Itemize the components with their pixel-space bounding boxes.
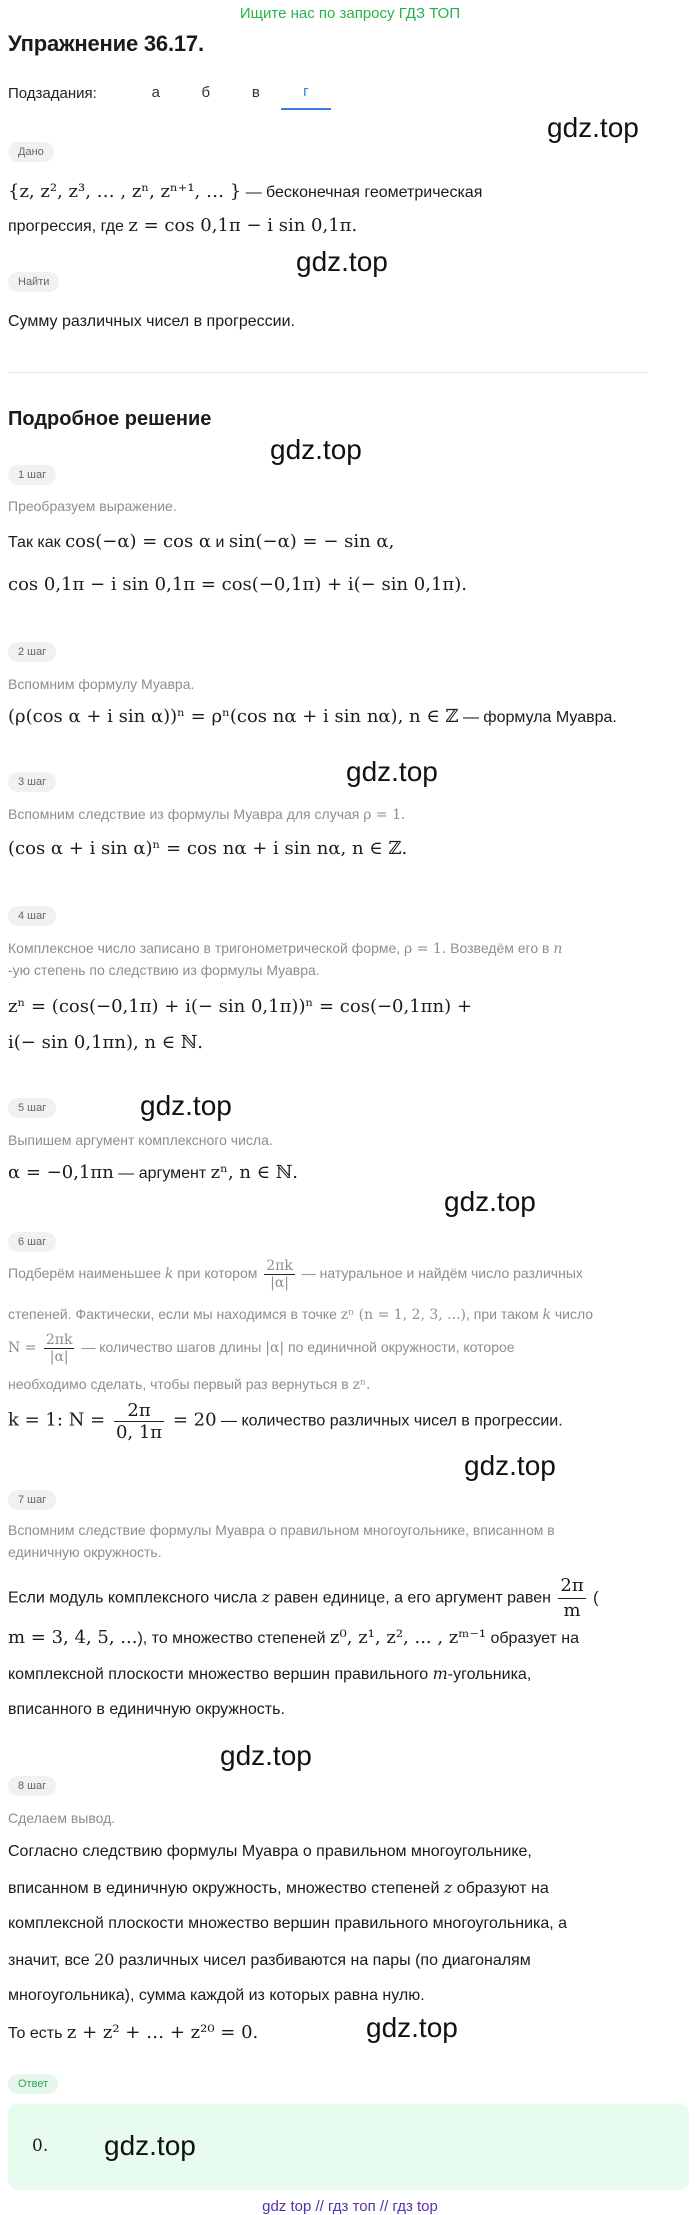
answer-value: 0. — [32, 2136, 49, 2156]
answer-pill: Ответ — [8, 2074, 58, 2094]
tab-a[interactable]: а — [151, 83, 160, 101]
step-7-t2-math: m = 3, 4, 5, ... — [8, 1627, 138, 1648]
step-7-t1-z: z — [261, 1587, 270, 1607]
step-6-result — [8, 1400, 692, 1443]
step-6-frac2-num: 2πk — [45, 1332, 73, 1348]
step-6-d3-post: по единичной окружности, которое — [284, 1339, 515, 1356]
step-2-desc: Вспомним формулу Муавра. — [8, 676, 195, 692]
step-2-pill: 2 шаг — [8, 642, 56, 662]
step-3-desc — [8, 806, 692, 823]
find-pill: Найти — [8, 272, 59, 292]
step-7-t2-mid: ), то множество степеней — [137, 1630, 331, 1647]
step-6-desc-3 — [8, 1332, 692, 1365]
watermark: gdz.top — [296, 246, 388, 277]
step-4-desc-1 — [8, 940, 692, 957]
step-3-pill: 3 шаг — [8, 772, 56, 792]
step-6-frac2-den: |α| — [49, 1349, 69, 1365]
step-5-line — [8, 1162, 692, 1186]
step-8-p4-post: различных чисел разбиваются на пары (по диагоналям — [114, 1952, 531, 1969]
step-6-desc-2 — [8, 1306, 692, 1323]
step-7-desc-2: единичную окружность. — [8, 1544, 162, 1560]
step-1-formula-b: sin(−α) = − sin α, — [228, 531, 395, 552]
step-8-p4-n: 20 — [94, 1950, 115, 1969]
step-7-line-3 — [8, 1662, 692, 1687]
watermark: gdz.top — [104, 2130, 196, 2161]
step-7-desc-1: Вспомним следствие формулы Муавра о правильном многоугольнике, вписанном в — [8, 1522, 555, 1538]
step-6-d2-mid: , при таком — [466, 1306, 543, 1322]
step-8-p2-pre: вписанном в единичную окружность, множество степеней — [8, 1880, 444, 1897]
step-8-p1: Согласно следствию формулы Муавра о правильном многоугольнике, — [8, 1843, 532, 1860]
step-7-t1-post: равен единице, а его аргумент равен — [269, 1589, 556, 1607]
step-6-d1-mid: при котором — [173, 1265, 262, 1282]
step-7-frac-num: 2π — [558, 1574, 585, 1599]
step-8-p4-pre: значит, все — [8, 1952, 95, 1969]
step-8-p2-z: z — [443, 1878, 453, 1897]
step-8-p2 — [8, 1876, 692, 1901]
step-6-res-pre: k = 1: N = — [8, 1409, 111, 1431]
find-text: Сумму различных чисел в прогрессии. — [8, 313, 295, 330]
step-8-p3: комплексной плоскости множество вершин правильного многоугольника, а — [8, 1915, 568, 1932]
step-1-and: и — [211, 534, 229, 551]
watermark: gdz.top — [366, 2012, 458, 2043]
top-banner[interactable]: Ищите нас по запросу ГДЗ ТОП — [239, 5, 461, 22]
step-6-d3-abs: |α| — [265, 1340, 285, 1357]
step-1-line-1 — [8, 530, 692, 555]
tab-b[interactable]: б — [201, 83, 211, 101]
step-8-p2-post: образуют на — [452, 1880, 549, 1897]
given-line-1 — [8, 180, 692, 205]
step-7-t1-pre: Если модуль комплексного числа — [8, 1589, 262, 1607]
step-6-res-eq: = 20 — [167, 1409, 217, 1431]
step-7-line-2 — [8, 1626, 692, 1651]
given-text-2: прогрессия, где — [8, 218, 129, 235]
step-6-d4-pre: необходимо сделать, чтобы первый раз вернуться в — [8, 1376, 353, 1392]
step-6-desc-4 — [8, 1376, 692, 1393]
step-6-desc-1 — [8, 1258, 692, 1291]
step-8-p6-math: z + z² + … + z²⁰ = 0. — [66, 2022, 259, 2043]
step-2-formula: (ρ(cos α + i sin α))ⁿ = ρⁿ(cos nα + i sin nα), n ∈ ℤ — [8, 706, 459, 727]
watermark: gdz.top — [220, 1740, 312, 1771]
watermark: gdz.top — [444, 1186, 536, 1217]
tab-v[interactable]: в — [251, 83, 260, 101]
watermark: gdz.top — [464, 1450, 556, 1481]
given-formula: z = cos 0,1π − i sin 0,1π. — [128, 215, 358, 236]
step-7-t2-post: образует на — [486, 1630, 580, 1647]
watermark: gdz.top — [547, 112, 639, 143]
step-6-d2-k: k — [542, 1307, 551, 1323]
step-7-t3: комплексной плоскости множество вершин правильного — [8, 1666, 433, 1683]
step-8-p6-pre: То есть — [8, 2025, 67, 2042]
solution-title: Подробное решение — [8, 408, 212, 430]
step-5-formula-a: α = −0,1πn — [8, 1162, 114, 1183]
step-1-line-2: cos 0,1π − i sin 0,1π = cos(−0,1π) + i(− sin 0,1π). — [8, 574, 467, 595]
subtasks-bar — [8, 75, 692, 111]
step-6-d2-post: число — [550, 1306, 594, 1322]
step-6-d4-math: zⁿ. — [352, 1377, 371, 1393]
step-7-t1-paren: ( — [588, 1589, 599, 1607]
step-4-desc-text: Комплексное число записано в тригонометрической форме, — [8, 940, 405, 956]
step-8-p4 — [8, 1948, 692, 1973]
step-5-pill: 5 шаг — [8, 1098, 56, 1118]
step-8-desc: Сделаем вывод. — [8, 1810, 116, 1826]
subtasks-label: Подзадания: — [8, 84, 97, 102]
step-7-line-1 — [8, 1574, 692, 1623]
step-6-res-num: 2π — [114, 1400, 164, 1422]
step-6-frac-num: 2πk — [266, 1258, 293, 1274]
given-sequence: {z, z², z³, … , zⁿ, zⁿ⁺¹, … } — [8, 181, 242, 202]
step-6-res-fraction — [114, 1400, 164, 1443]
step-4-formula-1: zⁿ = (cos(−0,1π) + i(− sin 0,1π))ⁿ = cos(−0,1πn) + — [8, 996, 472, 1017]
step-1-pill: 1 шаг — [8, 465, 56, 485]
step-5-formula-b: zⁿ, n ∈ ℕ. — [210, 1162, 298, 1183]
step-4-pill: 4 шаг — [8, 906, 56, 926]
step-6-res-post: — количество различных чисел в прогрессии. — [216, 1412, 563, 1430]
given-line-2 — [8, 214, 692, 239]
step-3-desc-text: Вспомним следствие из формулы Муавра для случая — [8, 806, 364, 822]
given-pill: Дано — [8, 142, 54, 162]
step-8-p5: многоугольника), сумма каждой из которых равна нулю. — [8, 1987, 425, 2004]
step-7-pill: 7 шаг — [8, 1490, 56, 1510]
tab-g[interactable]: г — [281, 77, 331, 110]
watermark: gdz.top — [346, 756, 438, 787]
step-7-line-4: вписанного в единичную окружность. — [8, 1701, 285, 1718]
step-4-desc-n: n — [553, 941, 563, 957]
step-6-res-den: 0, 1π — [115, 1422, 163, 1443]
given-text-1: — бесконечная геометрическая — [241, 184, 483, 201]
step-5-mid: — аргумент — [113, 1165, 211, 1182]
step-6-fraction — [264, 1258, 295, 1291]
section-divider — [8, 372, 648, 373]
footer-links[interactable]: gdz top // гдз топ // гдз top — [262, 2198, 438, 2215]
step-6-d3-pre: N = — [8, 1340, 41, 1357]
step-4-formula-2: i(− sin 0,1πn), n ∈ ℕ. — [8, 1032, 203, 1053]
step-4-desc-2: -ую степень по следствию из формулы Муавра. — [8, 962, 320, 978]
step-6-pill: 6 шаг — [8, 1232, 56, 1252]
step-6-d2-pre: степеней. Фактически, если мы находимся в точке — [8, 1306, 341, 1322]
step-1-text: Так как — [8, 534, 66, 551]
step-7-t3-post: -угольника, — [447, 1666, 532, 1683]
step-4-desc-math: ρ = 1. — [404, 941, 447, 957]
step-6-d1-k: k — [164, 1266, 174, 1283]
page-title: Упражнение 36.17. — [8, 31, 204, 56]
step-3-formula: (cos α + i sin α)ⁿ = cos nα + i sin nα, n ∈ ℤ. — [8, 838, 408, 859]
step-7-t2-powers: z⁰, z¹, z², ... , zᵐ⁻¹ — [330, 1627, 487, 1648]
step-7-fraction — [558, 1574, 585, 1623]
step-6-frac-den: |α| — [270, 1275, 289, 1291]
step-6-d1-pre: Подберём наименьшее — [8, 1265, 165, 1282]
step-6-d3-mid: — количество шагов длины — [77, 1339, 266, 1356]
step-8-pill: 8 шаг — [8, 1776, 56, 1796]
step-8-p6 — [8, 2022, 692, 2046]
step-5-desc: Выпишем аргумент комплексного числа. — [8, 1132, 273, 1148]
step-7-frac-den: m — [563, 1600, 581, 1621]
given-section — [8, 142, 692, 162]
step-6-d2-math: zⁿ (n = 1, 2, 3, ...) — [340, 1307, 466, 1323]
step-1-formula-a: cos(−α) = cos α — [65, 531, 212, 552]
step-4-desc-post: Возведём его в — [446, 940, 554, 956]
step-1-desc: Преобразуем выражение. — [8, 498, 177, 514]
step-2-formula-line — [8, 706, 692, 730]
step-7-t3-m: m — [432, 1664, 448, 1683]
step-2-suffix: — формула Муавра. — [458, 709, 617, 726]
step-6-fraction-2 — [44, 1332, 75, 1365]
watermark: gdz.top — [140, 1090, 232, 1121]
watermark: gdz.top — [270, 434, 362, 465]
step-6-d1-post: — натуральное и найдём число различных — [297, 1265, 583, 1282]
step-3-desc-math: ρ = 1. — [363, 807, 406, 823]
